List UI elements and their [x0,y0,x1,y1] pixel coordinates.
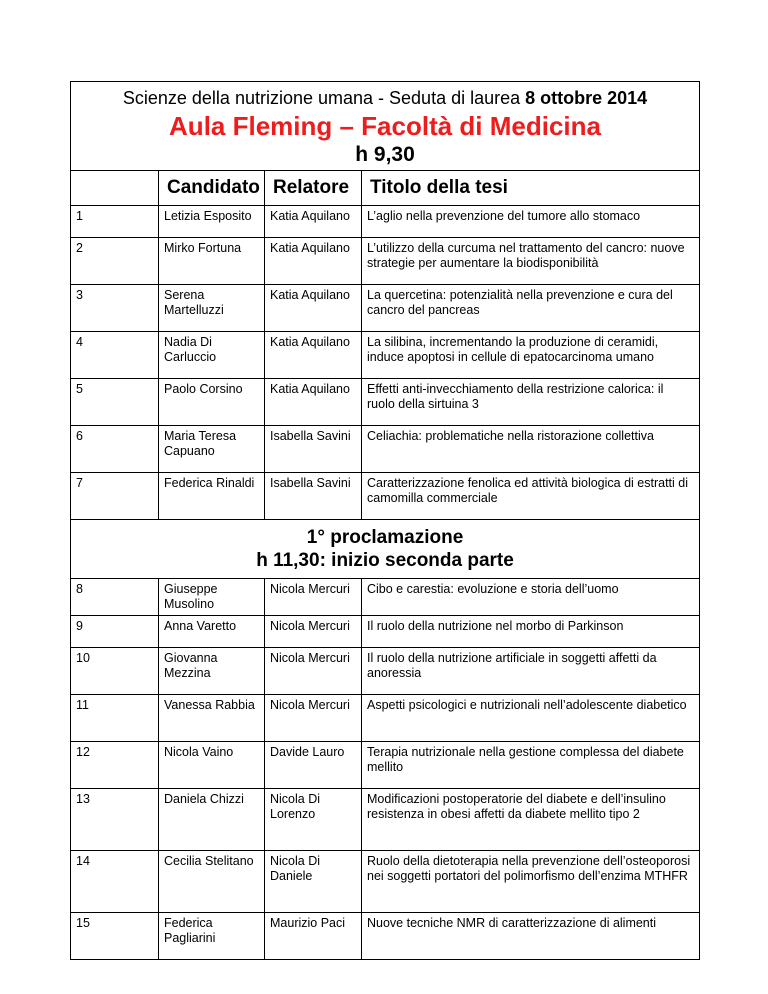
supervisor-name: Nicola Mercuri [265,648,362,695]
session-date: 8 ottobre 2014 [525,88,648,108]
thesis-title: Nuove tecniche NMR di caratterizzazione di alimenti [362,913,700,960]
room-title: Aula Fleming – Facoltà di Medicina [169,111,602,141]
candidate-name: Nicola Vaino [159,742,265,789]
supervisor-name: Katia Aquilano [265,332,362,379]
candidate-name: Federica Rinaldi [159,473,265,520]
row-number: 1 [71,206,159,238]
header-block [71,82,700,171]
candidate-name: Giovanna Mezzina [159,648,265,695]
table-row [71,426,700,473]
row-number: 12 [71,742,159,789]
row-number: 7 [71,473,159,520]
row-number: 14 [71,851,159,913]
candidate-name: Anna Varetto [159,616,265,648]
proclamation-label: 1° proclamazione [306,527,464,548]
supervisor-name: Katia Aquilano [265,206,362,238]
supervisor-name: Katia Aquilano [265,238,362,285]
thesis-title: Modificazioni postoperatorie del diabete e dell’insulino resistenza in obesi affetti da diabete mellito tipo 2 [362,789,700,851]
candidate-name: Nadia Di Carluccio [159,332,265,379]
section-divider [71,520,700,579]
supervisor-name: Nicola Di Lorenzo [265,789,362,851]
row-number: 10 [71,648,159,695]
supervisor-name: Nicola Mercuri [265,616,362,648]
row-number: 13 [71,789,159,851]
row-number: 5 [71,379,159,426]
thesis-title: L’utilizzo della curcuma nel trattamento del cancro: nuove strategie per aumentare la biodisponibilità [362,238,700,285]
table-row [71,238,700,285]
start-time: h 9,30 [355,143,415,166]
table-row [71,332,700,379]
supervisor-name: Isabella Savini [265,426,362,473]
thesis-title: Cibo e carestia: evoluzione e storia dell’uomo [362,579,700,616]
col-candidate: Candidato [159,171,265,206]
second-part-label: h 11,30: inizio seconda parte [256,550,514,571]
candidate-name: Serena Martelluzzi [159,285,265,332]
candidate-name: Letizia Esposito [159,206,265,238]
supervisor-name: Maurizio Paci [265,913,362,960]
table-row [71,616,700,648]
column-header-row [71,171,700,206]
row-number: 8 [71,579,159,616]
thesis-title: Ruolo della dietoterapia nella prevenzione dell’osteoporosi nei soggetti portatori del polimorfismo dell’enzima MTHFR [362,851,700,913]
row-number: 6 [71,426,159,473]
thesis-title: La silibina, incrementando la produzione di ceramidi, induce apoptosi in cellule di epatocarcinoma umano [362,332,700,379]
thesis-title: Effetti anti-invecchiamento della restrizione calorica: il ruolo della sirtuina 3 [362,379,700,426]
supervisor-name: Isabella Savini [265,473,362,520]
col-title: Titolo della tesi [362,171,700,206]
table-row [71,648,700,695]
thesis-title: Il ruolo della nutrizione nel morbo di Parkinson [362,616,700,648]
candidate-name: Daniela Chizzi [159,789,265,851]
supervisor-name: Nicola Mercuri [265,579,362,616]
candidate-name: Giuseppe Musolino [159,579,265,616]
table-row [71,851,700,913]
candidate-name: Vanessa Rabbia [159,695,265,742]
candidate-name: Mirko Fortuna [159,238,265,285]
thesis-title: L’aglio nella prevenzione del tumore allo stomaco [362,206,700,238]
table-row [71,695,700,742]
candidate-name: Federica Pagliarini [159,913,265,960]
row-number: 11 [71,695,159,742]
table-row [71,579,700,616]
table-row [71,913,700,960]
row-number: 3 [71,285,159,332]
row-number: 4 [71,332,159,379]
table-row [71,473,700,520]
candidate-name: Paolo Corsino [159,379,265,426]
col-supervisor: Relatore [265,171,362,206]
row-number: 2 [71,238,159,285]
table-row [71,285,700,332]
thesis-title: Il ruolo della nutrizione artificiale in soggetti affetti da anoressia [362,648,700,695]
row-number: 15 [71,913,159,960]
session-line: Scienze della nutrizione umana - Seduta di laurea 8 ottobre 2014 [122,88,648,108]
supervisor-name: Katia Aquilano [265,285,362,332]
schedule-table [70,81,700,960]
thesis-title: Terapia nutrizionale nella gestione complessa del diabete mellito [362,742,700,789]
supervisor-name: Nicola Di Daniele [265,851,362,913]
table-row [71,742,700,789]
thesis-title: Caratterizzazione fenolica ed attività biologica di estratti di camomilla commerciale [362,473,700,520]
thesis-title: La quercetina: potenzialità nella prevenzione e cura del cancro del pancreas [362,285,700,332]
table-row [71,206,700,238]
table-row [71,379,700,426]
supervisor-name: Davide Lauro [265,742,362,789]
supervisor-name: Katia Aquilano [265,379,362,426]
candidate-name: Cecilia Stelitano [159,851,265,913]
supervisor-name: Nicola Mercuri [265,695,362,742]
row-number: 9 [71,616,159,648]
thesis-title: Aspetti psicologici e nutrizionali nell’adolescente diabetico [362,695,700,742]
candidate-name: Maria Teresa Capuano [159,426,265,473]
thesis-title: Celiachia: problematiche nella ristorazione collettiva [362,426,700,473]
table-row [71,789,700,851]
